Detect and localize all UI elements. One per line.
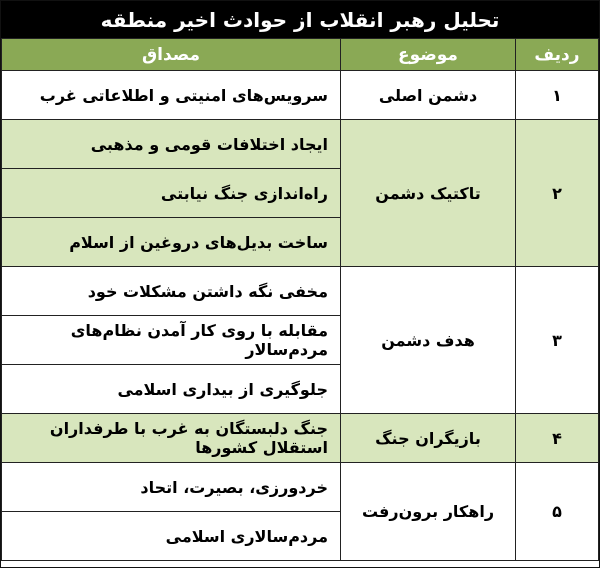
row-case: راه‌اندازی جنگ نیابتی bbox=[2, 169, 341, 218]
row-case: جلوگیری از بیداری اسلامی bbox=[2, 365, 341, 414]
row-case: ایجاد اختلافات قومی و مذهبی bbox=[2, 120, 341, 169]
row-case: ساخت بدیل‌های دروغین از اسلام bbox=[2, 218, 341, 267]
table-row bbox=[2, 71, 599, 120]
row-case: جنگ دلبستگان به غرب با طرفداران استقلال کشورها bbox=[2, 414, 341, 463]
row-topic: تاکتیک دشمن bbox=[341, 120, 516, 267]
header-num: ردیف bbox=[516, 39, 599, 71]
table-title: تحلیل رهبر انقلاب از حوادث اخیر منطقه bbox=[1, 1, 599, 38]
row-case: مردم‌سالاری اسلامی bbox=[2, 512, 341, 561]
row-topic: راهکار برون‌رفت bbox=[341, 463, 516, 561]
table-row bbox=[2, 120, 599, 169]
row-topic: دشمن اصلی bbox=[341, 71, 516, 120]
row-number: ۱ bbox=[516, 71, 599, 120]
table-row bbox=[2, 267, 599, 316]
table-row bbox=[2, 463, 599, 512]
row-case: سرویس‌های امنیتی و اطلاعاتی غرب bbox=[2, 71, 341, 120]
row-number: ۴ bbox=[516, 414, 599, 463]
header-cases: مصداق bbox=[2, 39, 341, 71]
row-number: ۳ bbox=[516, 267, 599, 414]
row-number: ۵ bbox=[516, 463, 599, 561]
row-case: مقابله با روی کار آمدن نظام‌های مردم‌سالار bbox=[2, 316, 341, 365]
header-topic: موضوع bbox=[341, 39, 516, 71]
row-topic: هدف دشمن bbox=[341, 267, 516, 414]
row-topic: بازیگران جنگ bbox=[341, 414, 516, 463]
row-case: مخفی نگه داشتن مشکلات خود bbox=[2, 267, 341, 316]
header-row bbox=[2, 39, 599, 71]
analysis-table bbox=[1, 38, 599, 561]
row-case: خردورزی، بصیرت، اتحاد bbox=[2, 463, 341, 512]
table-row bbox=[2, 414, 599, 463]
row-number: ۲ bbox=[516, 120, 599, 267]
